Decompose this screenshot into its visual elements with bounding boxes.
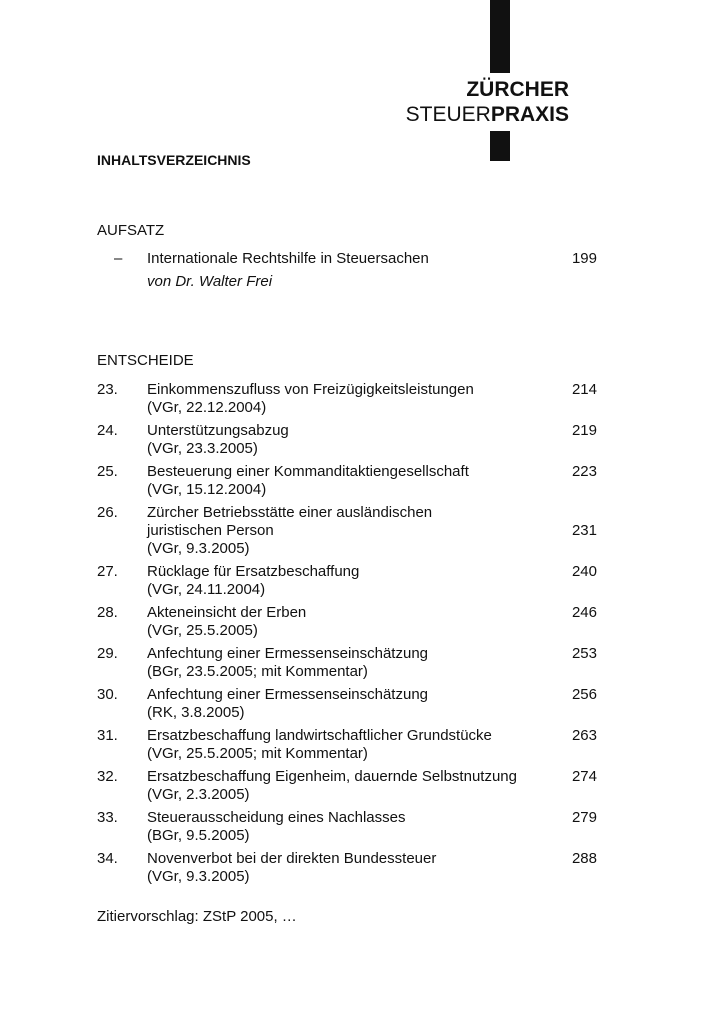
logo-bar-bottom: [490, 131, 510, 161]
decision-page-number: 231: [571, 522, 597, 539]
decision-entry[interactable]: [97, 381, 597, 417]
decision-court-date: (VGr, 9.3.2005): [147, 868, 250, 885]
decision-title-line: Besteuerung einer Kommanditaktiengesellschaft: [147, 463, 469, 480]
decision-number: 25.: [97, 463, 118, 480]
decision-court-date: (VGr, 23.3.2005): [147, 440, 258, 457]
decision-page-number: 274: [571, 768, 597, 785]
article-author: von Dr. Walter Frei: [147, 273, 273, 290]
toc-title: INHALTSVERZEICHNIS: [97, 152, 251, 168]
decision-entry[interactable]: [97, 850, 597, 886]
decision-number: 28.: [97, 604, 118, 621]
decision-title-line: Einkommenszufluss von Freizügigkeitsleistungen: [147, 381, 474, 398]
decision-entry[interactable]: [97, 422, 597, 458]
article-title: Internationale Rechtshilfe in Steuersachen: [147, 250, 429, 267]
decision-number: 30.: [97, 686, 118, 703]
decision-number: 34.: [97, 850, 118, 867]
decision-page-number: 279: [571, 809, 597, 826]
decision-title-line: Ersatzbeschaffung landwirtschaftlicher Grundstücke: [147, 727, 492, 744]
decision-entry[interactable]: [97, 504, 597, 558]
decision-number: 31.: [97, 727, 118, 744]
decision-entry[interactable]: [97, 645, 597, 681]
article-page-number: 199: [571, 250, 597, 267]
decision-court-date: (VGr, 15.12.2004): [147, 481, 267, 498]
decision-court-date: (VGr, 24.11.2004): [147, 581, 266, 598]
citation-suggestion: Zitiervorschlag: ZStP 2005, …: [97, 908, 297, 925]
decision-number: 27.: [97, 563, 118, 580]
decision-number: 33.: [97, 809, 118, 826]
decision-court-date: (RK, 3.8.2005): [147, 704, 245, 721]
decision-title-line: Anfechtung einer Ermessenseinschätzung: [147, 686, 429, 703]
logo-word-praxis: PRAXIS: [490, 103, 569, 126]
decision-text: [147, 850, 537, 886]
decision-entry[interactable]: [97, 727, 597, 763]
decision-court-date: (VGr, 9.3.2005): [147, 540, 250, 557]
decision-page-number: 263: [571, 727, 597, 744]
decision-page-number: 214: [571, 381, 597, 398]
decision-court-date: (VGr, 25.5.2005): [147, 622, 258, 639]
logo-line-2: [406, 102, 569, 127]
decision-title-line: Novenverbot bei der direkten Bundessteuer: [147, 850, 437, 867]
decision-title-line: Steuerausscheidung eines Nachlasses: [147, 809, 406, 826]
decision-number: 29.: [97, 645, 118, 662]
decision-entry[interactable]: [97, 809, 597, 845]
journal-logo: [406, 77, 569, 127]
decision-text: [147, 727, 537, 763]
decision-number: 24.: [97, 422, 118, 439]
decision-text: [147, 645, 537, 681]
decision-text: [147, 686, 537, 722]
decision-number: 26.: [97, 504, 118, 521]
decision-text: [147, 768, 537, 804]
decision-entry[interactable]: [97, 768, 597, 804]
decision-text: [147, 809, 537, 845]
decision-court-date: (BGr, 9.5.2005): [147, 827, 250, 844]
decision-text: [147, 504, 537, 558]
decision-title-line: Rücklage für Ersatzbeschaffung: [147, 563, 360, 580]
decision-text: [147, 604, 537, 640]
decision-page-number: 240: [571, 563, 597, 580]
decision-text: [147, 563, 537, 599]
decision-page-number: 288: [571, 850, 597, 867]
decision-title-line: juristischen Person: [147, 522, 274, 539]
logo-bar-top: [490, 0, 510, 73]
decision-entry[interactable]: [97, 604, 597, 640]
decision-title-line: Anfechtung einer Ermessenseinschätzung: [147, 645, 429, 662]
decision-title-line: Zürcher Betriebsstätte einer ausländischen: [147, 504, 433, 521]
decision-title-line: Unterstützungsabzug: [147, 422, 289, 439]
decision-text: [147, 463, 537, 499]
decision-page-number: 246: [571, 604, 597, 621]
logo-word-steuer: STEUER: [405, 103, 491, 126]
decision-number: 32.: [97, 768, 118, 785]
decision-text: [147, 381, 537, 417]
decision-page-number: 253: [571, 645, 597, 662]
decision-page-number: 219: [571, 422, 597, 439]
logo-line-1: ZÜRCHER: [466, 78, 569, 101]
decision-title-line: Akteneinsicht der Erben: [147, 604, 307, 621]
decision-entry[interactable]: [97, 463, 597, 499]
article-dash: –: [114, 250, 123, 267]
decision-list: [97, 381, 597, 891]
decision-entry[interactable]: [97, 686, 597, 722]
decision-page-number: 256: [571, 686, 597, 703]
decision-title-line: Ersatzbeschaffung Eigenheim, dauernde Selbstnutzung: [147, 768, 517, 785]
decision-number: 23.: [97, 381, 118, 398]
section-heading-entscheide: ENTSCHEIDE: [97, 352, 194, 369]
decision-text: [147, 422, 537, 458]
decision-entry[interactable]: [97, 563, 597, 599]
decision-court-date: (BGr, 23.5.2005; mit Kommentar): [147, 663, 368, 680]
section-heading-aufsatz: AUFSATZ: [97, 222, 165, 239]
decision-court-date: (VGr, 25.5.2005; mit Kommentar): [147, 745, 368, 762]
decision-court-date: (VGr, 22.12.2004): [147, 399, 267, 416]
decision-page-number: 223: [571, 463, 597, 480]
decision-court-date: (VGr, 2.3.2005): [147, 786, 250, 803]
